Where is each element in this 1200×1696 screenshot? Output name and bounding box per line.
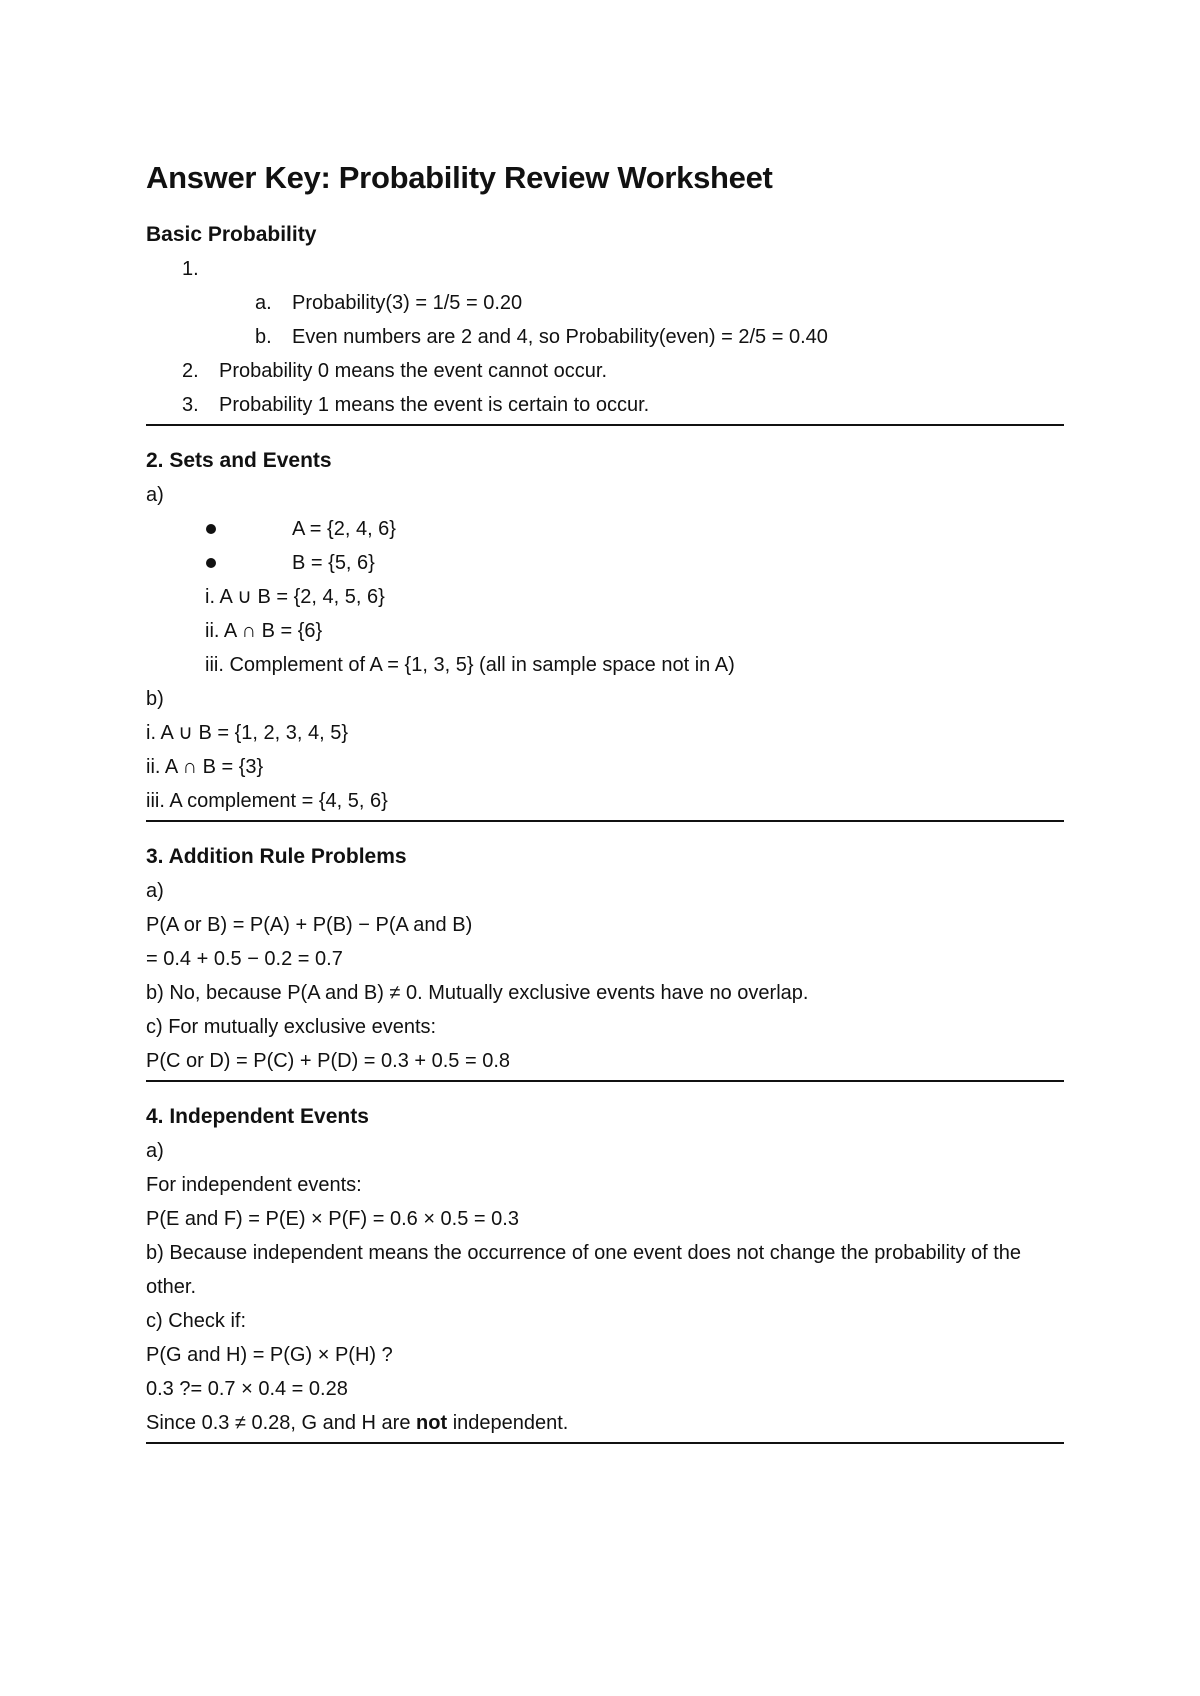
answer-line: c) Check if:	[146, 1310, 247, 1332]
answer-line: P(C or D) = P(C) + P(D) = 0.3 + 0.5 = 0.8	[146, 1050, 511, 1072]
answer-line: P(E and F) = P(E) × P(F) = 0.6 × 0.5 = 0.3	[146, 1208, 519, 1230]
answer-line: c) For mutually exclusive events:	[146, 1016, 437, 1038]
part-label-a: a)	[146, 484, 164, 506]
sub-text: Probability(3) = 1/5 = 0.20	[292, 292, 523, 314]
list-text: Probability 1 means the event is certain to occur.	[219, 394, 650, 416]
section-heading-sets-events: 2. Sets and Events	[146, 449, 332, 472]
section-divider	[146, 424, 1064, 426]
list-item-q1	[146, 252, 1064, 286]
section-divider	[146, 1442, 1064, 1444]
answer-line: P(G and H) = P(G) × P(H) ?	[146, 1344, 393, 1366]
answer-line: i. A ∪ B = {1, 2, 3, 4, 5}	[146, 722, 349, 744]
list-number: 1.	[182, 258, 199, 280]
bullet-icon	[206, 524, 216, 534]
page-title: Answer Key: Probability Review Worksheet	[146, 160, 773, 195]
answer-line: iii. A complement = {4, 5, 6}	[146, 790, 388, 812]
section-heading-addition-rule: 3. Addition Rule Problems	[146, 845, 407, 868]
answer-line: b) No, because P(A and B) ≠ 0. Mutually exclusive events have no overlap.	[146, 982, 809, 1004]
answer-line: i. A ∪ B = {2, 4, 5, 6}	[205, 586, 385, 608]
sub-label: b.	[255, 326, 272, 348]
answer-paragraph: b) Because independent means the occurrence of one event does not change the probability of the other.	[146, 1242, 1022, 1298]
bullet-item	[146, 546, 1064, 580]
answer-line: For independent events:	[146, 1174, 362, 1196]
bullet-item	[146, 512, 1064, 546]
answer-line: = 0.4 + 0.5 − 0.2 = 0.7	[146, 948, 343, 970]
section-heading-basic-probability: Basic Probability	[146, 223, 317, 246]
sub-item-q1b	[146, 320, 1064, 354]
bullet-icon	[206, 558, 216, 568]
answer-line: P(A or B) = P(A) + P(B) − P(A and B)	[146, 914, 473, 936]
part-label-b: b)	[146, 688, 164, 710]
bullet-text: A = {2, 4, 6}	[292, 518, 396, 540]
sub-item-q1a	[146, 286, 1064, 320]
list-item-q2	[146, 354, 1064, 388]
answer-line: iii. Complement of A = {1, 3, 5} (all in sample space not in A)	[205, 654, 735, 676]
document-content	[146, 158, 1064, 1462]
sub-text: Even numbers are 2 and 4, so Probability(even) = 2/5 = 0.40	[292, 326, 828, 348]
conclusion-emphasis: not	[416, 1412, 448, 1434]
list-number: 3.	[182, 394, 199, 416]
part-label-a: a)	[146, 1140, 164, 1162]
conclusion-text-start: Since 0.3 ≠ 0.28, G and H are	[146, 1412, 411, 1434]
section-heading-independent-events: 4. Independent Events	[146, 1105, 369, 1128]
answer-line: 0.3 ?= 0.7 × 0.4 = 0.28	[146, 1378, 348, 1400]
bullet-text: B = {5, 6}	[292, 552, 375, 574]
sub-label: a.	[255, 292, 272, 314]
answer-line: ii. A ∩ B = {3}	[146, 756, 264, 778]
list-text: Probability 0 means the event cannot occur.	[219, 360, 608, 382]
conclusion-line	[146, 1406, 1064, 1440]
conclusion-text-end: independent.	[452, 1412, 569, 1434]
list-item-q3	[146, 388, 1064, 422]
section-divider	[146, 1080, 1064, 1082]
answer-line: ii. A ∩ B = {6}	[205, 620, 323, 642]
list-number: 2.	[182, 360, 199, 382]
part-label-a: a)	[146, 880, 164, 902]
section-divider	[146, 820, 1064, 822]
